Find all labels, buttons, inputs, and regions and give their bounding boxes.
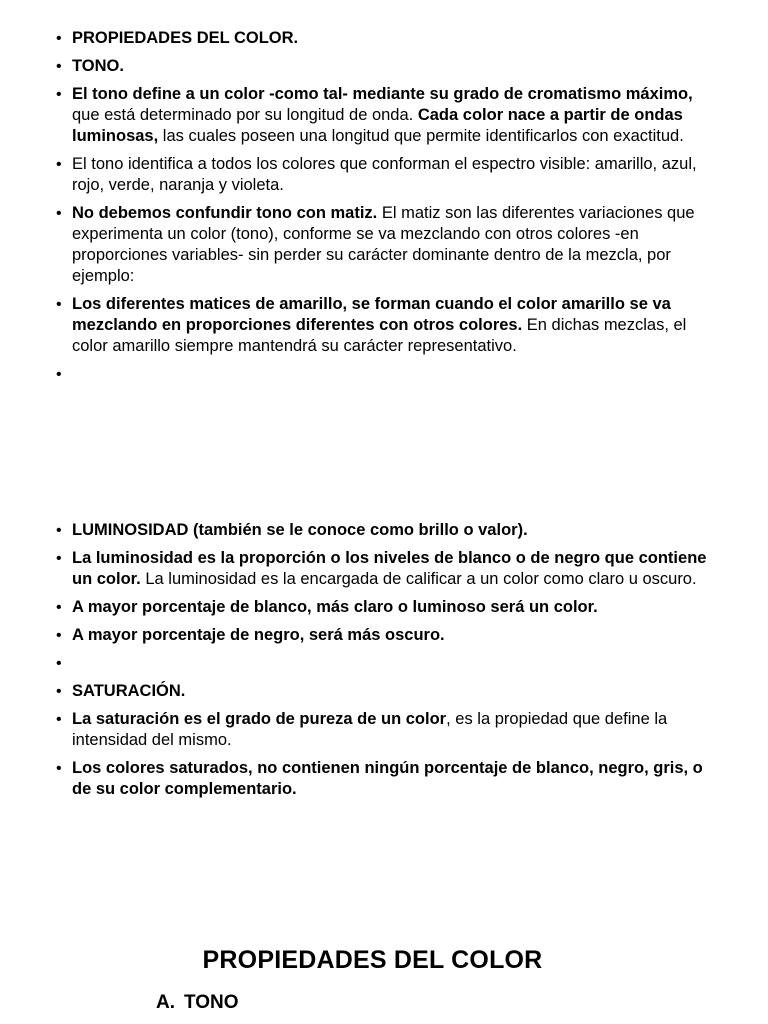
bullet-bold-text: La saturación es el grado de pureza de un color: [72, 710, 447, 728]
slide-tono: [0, 0, 768, 500]
list-item: [56, 597, 716, 618]
list-item: [56, 625, 716, 646]
bullet-text: La luminosidad es la encargada de calificar a un color como claro u oscuro.: [140, 570, 697, 588]
bullet-bold-text: LUMINOSIDAD (también se le conoce como brillo o valor).: [72, 521, 528, 539]
bullet-bold-text: SATURACIÓN.: [72, 682, 186, 700]
list-item: [56, 520, 716, 541]
list-item: [56, 294, 716, 357]
bullet-bold-text: PROPIEDADES DEL COLOR.: [72, 29, 299, 47]
bullet-text: El tono identifica a todos los colores que conforman el espectro visible: amarillo, azul, rojo, verde, naranja y violeta.: [72, 155, 697, 194]
bullet-bold-text: Cada color nace a partir de ondas luminosas,: [72, 106, 683, 145]
list-item: [56, 203, 716, 287]
list-item: [56, 28, 716, 49]
empty-list-item: [56, 653, 716, 674]
section-text: TONO: [184, 992, 239, 1013]
empty-list-item: [56, 364, 716, 385]
bullet-text: El matiz son las diferentes variaciones que experimenta un color (tono), conforme se va mezclando con otros colores -en proporciones variables- sin perder su carácter dominante dentro de la mezcla, por ejemplo:: [72, 204, 695, 285]
bullet-bold-text: A mayor porcentaje de blanco, más claro o luminoso será un color.: [72, 598, 598, 616]
bullet-bold-text: El tono define a un color -como tal- mediante su grado de cromatismo máximo,: [72, 85, 693, 103]
bullet-bold-text: Los diferentes matices de amarillo, se forman cuando el color amarillo se va mezclando en proporciones diferentes con otros colores.: [72, 295, 671, 334]
list-item: [56, 56, 716, 77]
bullet-list-tono: [0, 0, 716, 385]
bullet-text: que está determinado por su longitud de onda.: [72, 106, 418, 124]
bullet-bold-text: La luminosidad es la proporción o los niveles de blanco o de negro que contiene un color.: [72, 549, 707, 588]
slide-title: PROPIEDADES DEL COLOR: [202, 946, 543, 974]
bullet-bold-text: No debemos confundir tono con matiz.: [72, 204, 378, 222]
bullet-bold-text: TONO.: [72, 57, 124, 75]
list-item: [56, 758, 716, 800]
list-item: [56, 84, 716, 147]
list-item: [56, 154, 716, 196]
list-item: [56, 548, 716, 590]
bullet-text: las cuales poseen una longitud que permite identificarlos con exactitud.: [158, 127, 684, 145]
bullet-bold-text: Los colores saturados, no contienen ningún porcentaje de blanco, negro, gris, o de su color complementario.: [72, 759, 703, 798]
bullet-bold-text: A mayor porcentaje de negro, será más oscuro.: [72, 626, 445, 644]
section-letter: A.: [156, 992, 175, 1013]
bullet-list-luminosidad: [0, 510, 716, 800]
slide-luminosidad-saturacion: [0, 510, 768, 850]
list-item: [56, 709, 716, 751]
list-item: [56, 681, 716, 702]
section-heading: [156, 992, 239, 1014]
bullet-text: , es la propiedad que define la intensidad del mismo.: [72, 710, 668, 749]
bullet-text: En dichas mezclas, el color amarillo siempre mantendrá su carácter representativo.: [72, 316, 687, 355]
slide-title-tono: [0, 940, 768, 1024]
